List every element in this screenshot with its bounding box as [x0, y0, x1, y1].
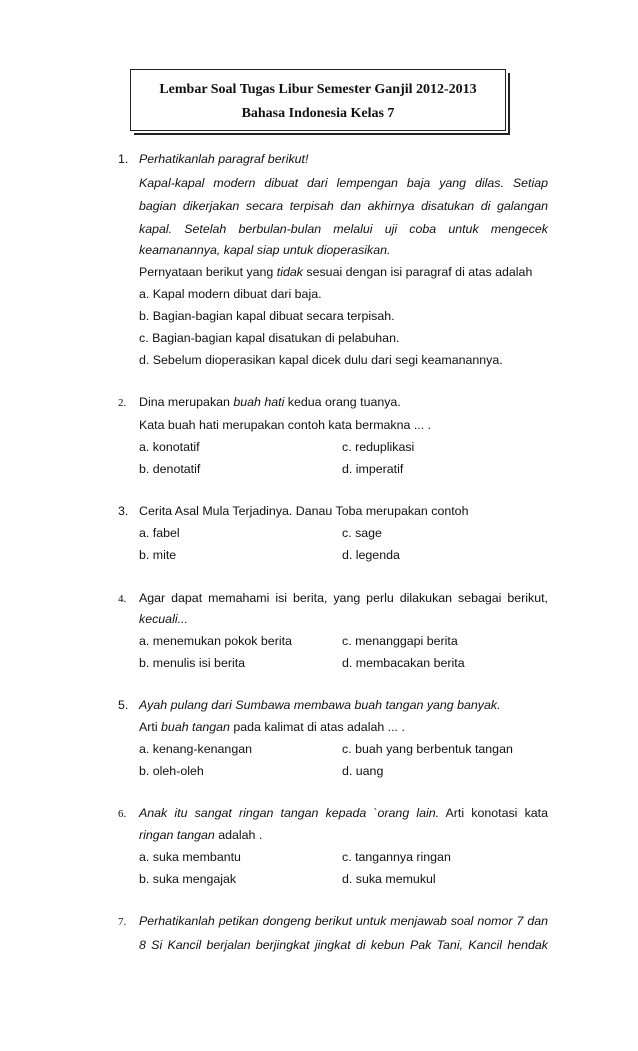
paragraph-line: keamanannya, kapal siap untuk dioperasikan.: [139, 243, 391, 257]
title-box: [130, 69, 506, 131]
question-stem: Dina merupakan buah hati kedua orang tuanya.: [139, 395, 401, 409]
option-b: b. oleh-oleh: [139, 764, 204, 778]
question-stem: Perhatikanlah petikan dongeng berikut untuk menjawab soal nomor 7 dan: [139, 914, 548, 928]
option-d: d. membacakan berita: [342, 656, 465, 670]
option-d: d. legenda: [342, 548, 400, 562]
question-stem: Kata buah hati merupakan contoh kata bermakna ... .: [139, 418, 432, 432]
question-stem: Cerita Asal Mula Terjadinya. Danau Toba merupakan contoh: [139, 504, 469, 518]
question-number: 5.: [118, 698, 129, 712]
question-number: 6.: [118, 808, 127, 820]
option-c: c. Bagian-bagian kapal disatukan di pelabuhan.: [139, 331, 400, 345]
question-stem: Ayah pulang dari Sumbawa membawa buah tangan yang banyak.: [139, 698, 501, 712]
question-number: 2.: [118, 397, 127, 409]
question-number: 4.: [118, 593, 127, 605]
paragraph-line: Kapal-kapal modern dibuat dari lempengan baja yang dilas. Setiap: [139, 176, 548, 190]
option-c: c. menanggapi berita: [342, 634, 458, 648]
option-b: b. menulis isi berita: [139, 656, 246, 670]
question-stem: ringan tangan adalah .: [139, 828, 263, 842]
question-number: 7.: [118, 916, 127, 928]
option-d: d. Sebelum dioperasikan kapal dicek dulu dari segi keamanannya.: [139, 353, 503, 367]
question-number: 3.: [118, 504, 129, 518]
document-subtitle: Bahasa Indonesia Kelas 7: [241, 106, 395, 121]
option-b: b. denotatif: [139, 462, 201, 476]
option-b: b. Bagian-bagian kapal dibuat secara terpisah.: [139, 309, 395, 323]
option-a: a. Kapal modern dibuat dari baja.: [139, 287, 322, 301]
question-stem: Agar dapat memahami isi berita, yang perlu dilakukan sebagai berikut,: [139, 591, 548, 605]
option-c: c. tangannya ringan: [342, 850, 451, 864]
option-c: c. reduplikasi: [342, 440, 415, 454]
question-number: 1.: [118, 152, 129, 166]
option-b: b. mite: [139, 548, 177, 562]
option-c: c. sage: [342, 526, 382, 540]
option-d: d. uang: [342, 764, 384, 778]
option-a: a. konotatif: [139, 440, 200, 454]
question-stem: kecuali...: [139, 612, 188, 626]
question-stem: 8 Si Kancil berjalan berjingkat jingkat di kebun Pak Tani, Kancil hendak: [139, 938, 548, 952]
option-a: a. kenang-kenangan: [139, 742, 252, 756]
option-c: c. buah yang berbentuk tangan: [342, 742, 513, 756]
option-b: b. suka mengajak: [139, 872, 237, 886]
question-stem: Arti buah tangan pada kalimat di atas adalah ... .: [139, 720, 405, 734]
paragraph-line: bagian dikerjakan secara terpisah dan akhirnya disatukan di galangan: [139, 199, 548, 213]
option-d: d. suka memukul: [342, 872, 436, 886]
option-a: a. suka membantu: [139, 850, 241, 864]
question-intro: Perhatikanlah paragraf berikut!: [139, 152, 309, 166]
paragraph-line: kapal. Setelah berbulan-bulan melalui uji coba untuk mengecek: [139, 222, 548, 236]
option-a: a. menemukan pokok berita: [139, 634, 292, 648]
document-title: Lembar Soal Tugas Libur Semester Ganjil 2012-2013: [159, 82, 477, 97]
option-d: d. imperatif: [342, 462, 404, 476]
question-stem: Anak itu sangat ringan tangan kepada `orang lain. Arti konotasi kata: [139, 806, 548, 820]
option-a: a. fabel: [139, 526, 180, 540]
question-stem: Pernyataan berikut yang tidak sesuai dengan isi paragraf di atas adalah: [139, 265, 533, 279]
